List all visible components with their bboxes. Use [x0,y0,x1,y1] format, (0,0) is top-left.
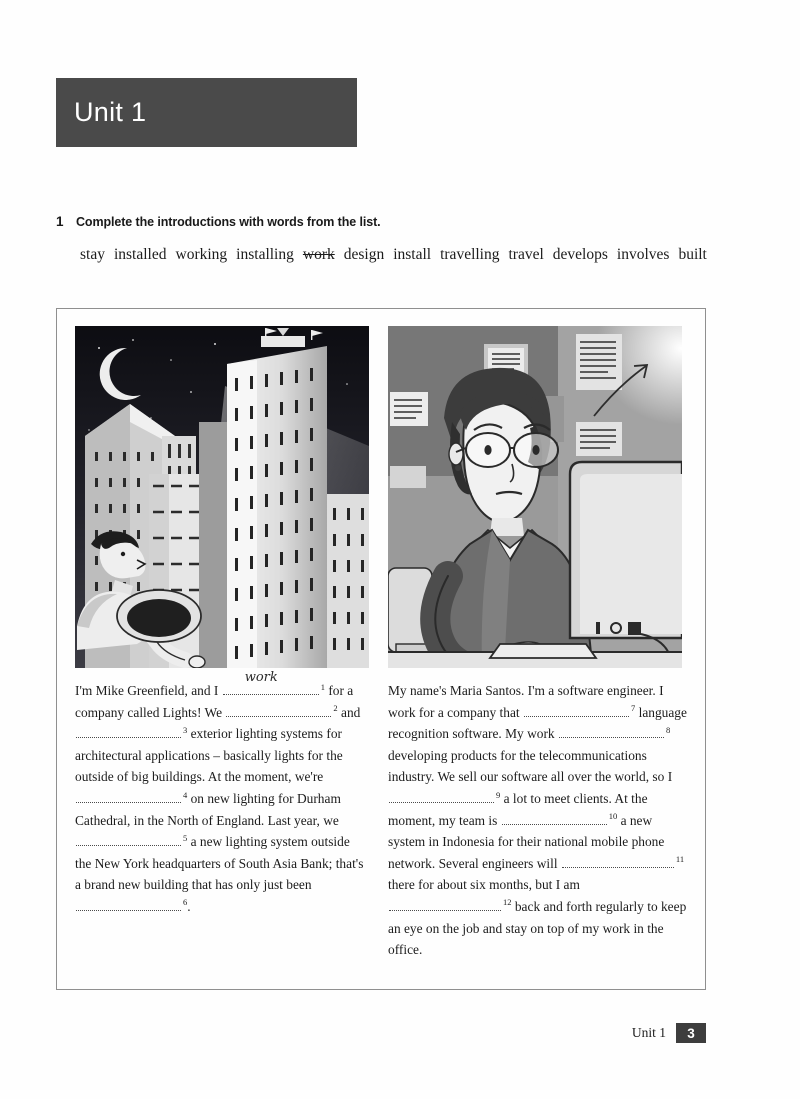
text-segment: developing products for the telecommunications industry. We sell our software all over the world, so I [388,747,673,785]
page-number-badge: 3 [676,1023,706,1043]
exercise-heading [56,214,381,229]
answer-gap-9[interactable] [389,790,494,803]
unit-header-banner [56,78,357,147]
gap-number-2: 2 [333,703,338,714]
text-segment: on new lighting for Durham Cathedral, in the North of England. Last year, we [75,790,341,828]
text-segment: a new system in Indonesia for their national mobile phone network. Several engineers will [388,812,665,871]
introduction-text-left [75,670,365,918]
gap-number-8: 8 [665,724,671,735]
word-bank-item[interactable]: built [678,246,707,263]
text-segment: back and forth regularly to keep an eye on the job and stay on top of my work in the office. [388,898,687,958]
answer-gap-8[interactable] [559,725,664,738]
gap-number-3: 3 [183,724,188,735]
activity-frame [56,308,706,990]
word-bank-item[interactable]: design [343,246,385,263]
word-bank-item[interactable]: travel [508,246,544,263]
word-bank-item[interactable]: stay [80,246,105,263]
answer-gap-11[interactable] [562,855,674,868]
gap-number-12: 12 [503,897,512,908]
text-segment: there for about six months, but I am [388,877,580,893]
answer-gap-6[interactable] [76,898,181,911]
illustration-night-cityscape [75,326,369,668]
text-segment: My name's Maria Santos. I'm a software engineer. I work for a company that [388,683,664,720]
answer-gap-1[interactable] [223,670,319,695]
text-segment: a lot to meet clients. At the moment, my team is [388,790,648,828]
page-footer [632,1023,706,1043]
gap-number-6: 6 [183,897,188,908]
unit-header-label: Unit 1 [74,97,147,127]
word-bank-item[interactable]: develops [552,246,608,263]
text-segment: for a company called Lights! We [75,683,354,720]
text-segment: . [187,898,191,914]
footer-unit-label: Unit 1 [631,1025,666,1040]
word-bank [80,244,707,265]
text-segment: and [341,704,361,720]
answer-gap-5[interactable] [76,833,181,846]
exercise-instruction: Complete the introductions with words from the list. [76,215,381,229]
gap-number-7: 7 [631,703,636,714]
introduction-text-right [388,680,690,961]
answer-gap-7[interactable] [524,704,629,717]
office-worker-svg [388,326,682,668]
exercise-number: 1 [56,214,64,229]
gap-number-4: 4 [183,789,188,800]
answer-gap-2[interactable] [226,704,331,717]
word-bank-item[interactable]: installed [113,246,167,263]
word-bank-item[interactable]: installing [236,246,294,263]
computer-monitor [570,462,682,660]
answer-gap-12[interactable] [389,898,501,911]
cityscape-svg [75,326,369,668]
gap-number-10: 10 [608,811,618,822]
word-bank-item[interactable]: install [393,246,432,263]
gap-number-9: 9 [496,789,501,800]
answer-gap-4[interactable] [76,790,181,803]
text-segment: exterior lighting systems for architectural applications – basically lights for the outside of big buildings. At the moment, we're [75,726,343,785]
illustration-office-worker [388,326,682,668]
answer-gap-10[interactable] [502,812,607,825]
paragraph-mike-greenfield [75,670,365,918]
text-segment: I'm Mike Greenfield, and I [75,683,219,698]
filled-answer-1: work [244,670,278,685]
answer-gap-3[interactable] [76,725,181,738]
word-bank-item[interactable]: involves [616,246,670,263]
word-bank-item-used[interactable]: work [302,246,335,263]
gap-number-11: 11 [675,854,685,865]
text-segment: language recognition software. My work [388,704,687,742]
word-bank-item[interactable]: working [175,246,228,263]
word-bank-item[interactable]: travelling [440,246,500,263]
text-segment: a new lighting system outside the New York headquarters of South Asia Bank; that's a brand new building that has only just been [75,834,364,893]
gap-number-1: 1 [320,681,325,692]
paragraph-maria-santos [388,680,690,961]
gap-number-5: 5 [183,832,188,843]
